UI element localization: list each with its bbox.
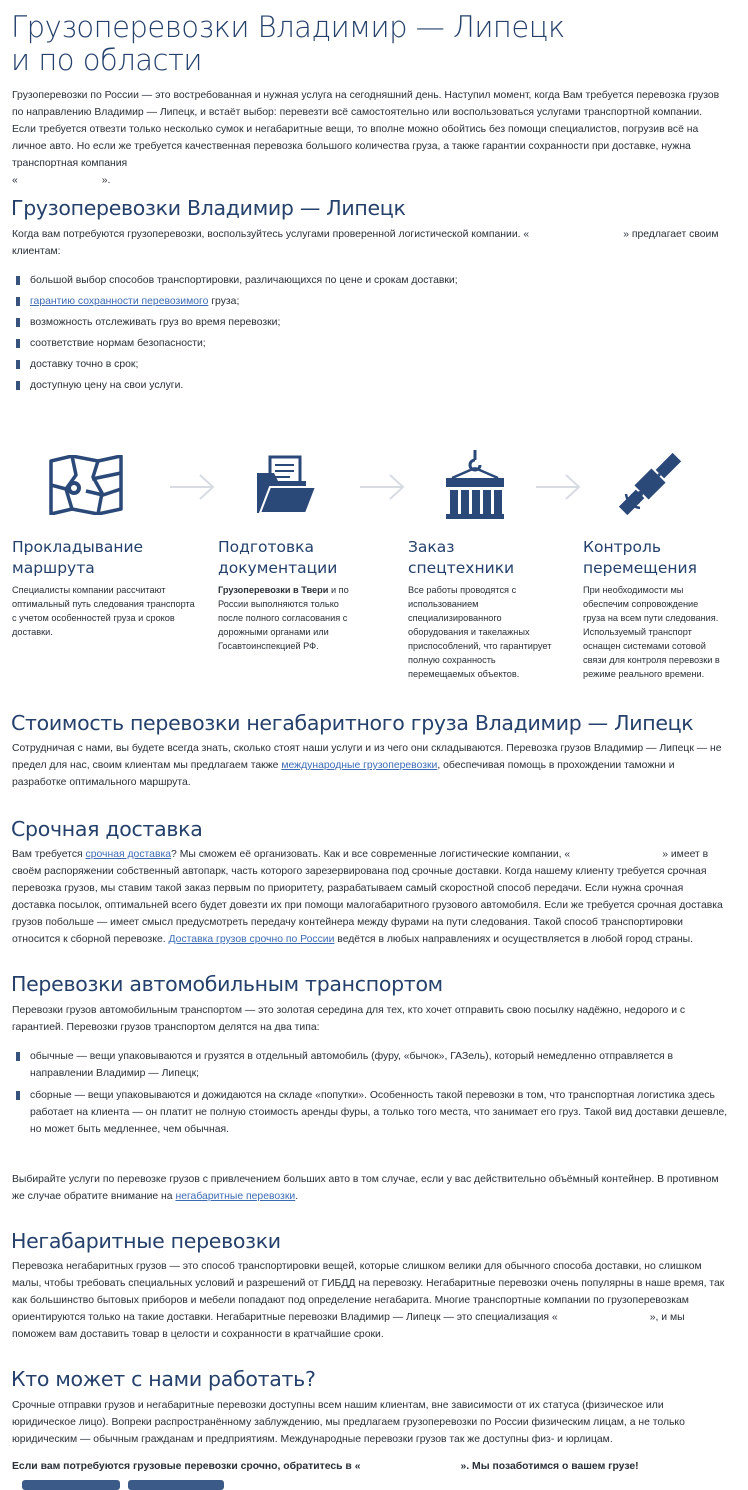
who-paragraph: Срочные отправки грузов и негабаритные перевозки доступны всем нашим клиентам, вне зависимости от их статуса (физическое или юридическое лицо). Вопреки распространённому заблуждению, мы предлагаем грузоперевозки по России физическим лицам, а не только юридическим — обычным гражданам и предприятиям. Международные перевозки грузов так же доступны физ- и юрлицам. bbox=[12, 1400, 685, 1445]
oversized-shipping-link[interactable]: негабаритные перевозки bbox=[175, 1191, 296, 1202]
call-to-action-text: Если вам потребуются грузовые перевозки срочно, обратитесь в « ». Мы позаботимся о вашем грузе! bbox=[12, 1461, 639, 1472]
step-special-equipment bbox=[408, 537, 558, 681]
list-item: гарантию сохранности перевозимого груза; bbox=[16, 293, 728, 310]
intro-paragraph: Грузоперевозки по России — это востребованная и нужная услуга на сегодняшний день. Наступил момент, когда Вам требуется перевозка грузов по направлению Владимир — Липецк, и встаёт выбор: перевезти всё самостоятельно или воспользоваться услугами транспортной компании. Если требуется отвезти только несколько сумок и негабаритные вещи, то вполне можно обойтись без помощи специалистов, погрузив всё на личное авто. Но если же требуется качественная перевозка большого количества груза, а также гарантии сохранности при доставке, нужна транспортная компания « ». bbox=[12, 90, 720, 186]
arrow-right-icon bbox=[170, 472, 216, 502]
step-description: Грузоперевозки в Твери и по России выполняются только после полного согласования с дорожными органами или Госавтоинспекцией РФ. bbox=[218, 585, 349, 651]
urgent-paragraph: Вам требуется срочная доставка? Мы сможем её организовать. Как и все современные логистические компании, « » имеет в своём распоряжении собственный автопарк, часть которого зарезервирована под срочные доставки. Когда нашему клиенту требуется срочная перевозка грузов, мы ставим такой заказ первым по приоритету, разрабатываем самый скоростной способ передачи. Если нужна срочная доставка посылок, оптимальней всего будет довезти их при помощи малогабаритного грузового автомобиля. Если же требуется срочная доставка грузов побольше — имеет смысл предусмотреть передачу контейнера между фурами на пути следования. Такой способ транспортировки относится к сборной перевозке. Доставка грузов срочно по России ведётся в любых направлениях и осуществляется в любой город страны. bbox=[12, 849, 723, 945]
list-item: возможность отслеживать груз во время перевозки; bbox=[16, 314, 728, 331]
folder-documents-icon bbox=[254, 455, 318, 515]
cost-paragraph: Сотрудничая с нами, вы будете всегда знать, сколько стоят наши услуги и из чего они складываются. Перевозка грузов Владимир — Липецк — не предел для нас, своим клиентам мы предлагаем также международные грузоперевозки, обеспечивая помощь в прохождении таможни и разработке оптимального маршрута. bbox=[12, 743, 722, 788]
list-item: соответствие нормам безопасности; bbox=[16, 335, 728, 352]
arrow-right-icon bbox=[536, 472, 582, 502]
route-benefits-list bbox=[16, 272, 728, 394]
list-item: доступную цену на свои услуги. bbox=[16, 377, 728, 394]
urgent-russia-delivery-link[interactable]: Доставка грузов срочно по России bbox=[168, 934, 335, 945]
page-title-line-1: Грузоперевозки Владимир — Липецк bbox=[11, 10, 565, 44]
satellite-icon bbox=[618, 452, 682, 516]
international-shipping-link[interactable]: международные грузоперевозки bbox=[281, 760, 438, 771]
page-title-line-2: и по области bbox=[11, 43, 202, 77]
section-heading-cost: Стоимость перевозки негабаритного груза Владимир — Липецк bbox=[11, 711, 694, 735]
step-description: Все работы проводятся с использованием специализированного оборудования и такелажных приспособлений, что гарантирует полную сохранность перемещаемых объектов. bbox=[408, 585, 552, 679]
list-item: обычные — вещи упаковываются и грузятся в отдельный автомобиль (фуру, «бычок», ГАЗель), который немедленно отправляется в направлении Владимир — Липецк; bbox=[16, 1048, 728, 1082]
step-tracking bbox=[583, 537, 723, 681]
list-item: доставку точно в срок; bbox=[16, 356, 728, 373]
step-title: Заказ спецтехники bbox=[408, 538, 515, 577]
route-intro-paragraph: Когда вам потребуются грузоперевозки, воспользуйтесь услугами проверенной логистической компании. « » предлагает своим клиентам: bbox=[12, 229, 719, 257]
section-heading-who: Кто может с нами работать? bbox=[11, 1367, 316, 1391]
step-title: Прокладывание маршрута bbox=[12, 538, 144, 577]
map-icon bbox=[48, 455, 124, 515]
auto-choice-paragraph: Выбирайте услуги по перевозке грузов с привлечением больших авто в том случае, если у вас действительно объёмный контейнер. В противном же случае обратите внимание на негабаритные перевозки. bbox=[12, 1174, 719, 1202]
step-title: Контроль перемещения bbox=[583, 538, 697, 577]
step-documentation bbox=[218, 537, 358, 653]
list-item: сборные — вещи упаковываются и дожидаются на складе «попутки». Особенность такой перевозки в том, что транспортная логистика здесь работает на клиента — он платит не полную стоимость аренды фуры, а только того места, что занимает его груз. Такой вид доставки дешевле, но может быть медленнее, чем обычная. bbox=[16, 1087, 728, 1138]
auto-types-list bbox=[16, 1048, 728, 1138]
safety-guarantee-link[interactable]: гарантию сохранности перевозимого bbox=[30, 296, 209, 307]
calculate-button[interactable] bbox=[128, 1480, 224, 1490]
step-route-planning bbox=[12, 537, 197, 639]
section-heading-oversize: Негабаритные перевозки bbox=[11, 1229, 281, 1253]
step-description: При необходимости мы обеспечим сопровождение груза на всем пути следования. Используемый транспорт оснащен системами сотовой связи для контроля перевозки в режиме реального времени. bbox=[583, 585, 720, 679]
arrow-right-icon bbox=[360, 472, 406, 502]
section-heading-route: Грузоперевозки Владимир — Липецк bbox=[11, 196, 406, 220]
step-title: Подготовка документации bbox=[218, 538, 338, 577]
auto-intro-paragraph: Перевозки грузов автомобильным транспортом — это золотая середина для тех, кто хочет отправить свою посылку надёжно, недорого и с гарантией. Перевозки грузов транспортом делятся на два типа: bbox=[12, 1005, 686, 1033]
section-heading-auto: Перевозки автомобильным транспортом bbox=[11, 972, 443, 996]
urgent-delivery-link[interactable]: срочная доставка bbox=[85, 849, 172, 860]
section-heading-urgent: Срочная доставка bbox=[11, 817, 203, 841]
order-button[interactable] bbox=[22, 1480, 120, 1490]
oversize-paragraph: Перевозка негабаритных грузов — это способ транспортировки вещей, которые слишком велики для обычного способа доставки, но слишком малы, чтобы требовать специальных условий и разрешений от ГИБДД на перевозку. Негабаритные перевозки очень популярны в наше время, так как большинство бытовых приборов и мебели попадают под определение негабарита. Многие транспортные компании по грузоперевозкам ориентируются только на такие доставки. Негабаритные перевозки Владимир — Липецк — это специализация « », и мы поможем вам доставить товар в целости и сохранности в кратчайшие сроки. bbox=[12, 1261, 725, 1340]
page-title bbox=[11, 11, 711, 77]
step-description: Специалисты компании рассчитают оптимальный путь следования транспорта с учетом особенностей груза и сроков доставки. bbox=[12, 585, 195, 637]
list-item: большой выбор способов транспортировки, различающихся по цене и срокам доставки; bbox=[16, 272, 728, 289]
crane-container-icon bbox=[444, 448, 506, 520]
